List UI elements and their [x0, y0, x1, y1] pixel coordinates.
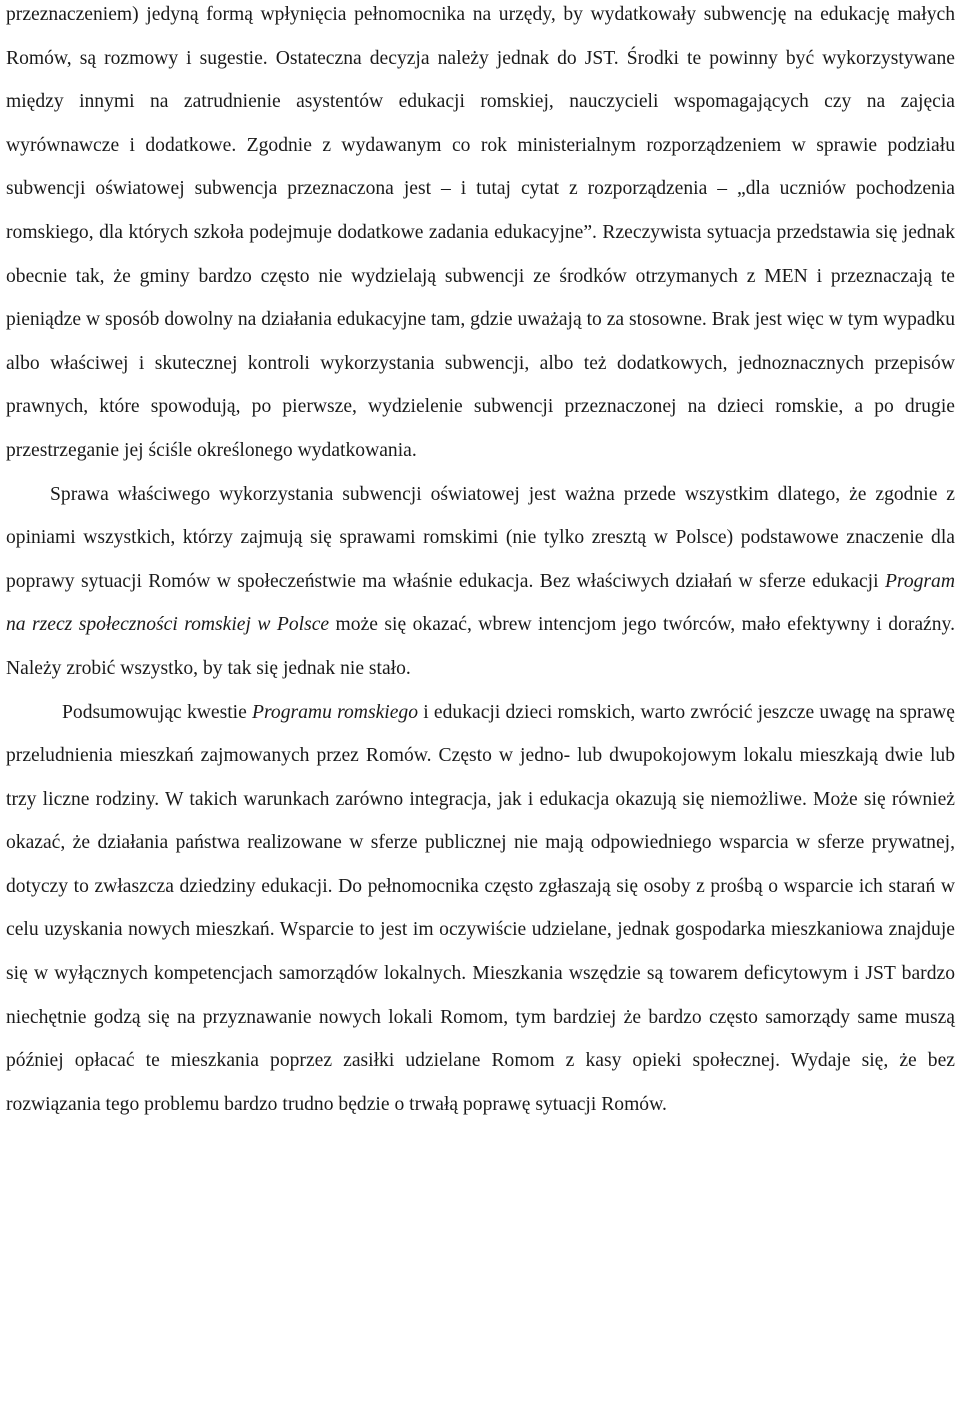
- paragraph-text: może się okazać, wbrew intencjom jego twórców, mało efektywny i doraźny. Należy zrobić wszystko, by tak się jednak nie stało.: [6, 614, 955, 679]
- paragraph-subsidy-distribution: [6, 0, 955, 473]
- paragraph-education-importance: [6, 473, 955, 691]
- paragraph-text: Sprawa właściwego wykorzystania subwencji oświatowej jest ważna przede wszystkim dlatego, że zgodnie z opiniami wszystkich, którzy zajmują się sprawami romskimi (nie tylko zresztą w Polsce) podstawowe znaczenie dla poprawy sytuacji Romów w społeczeństwie ma właśnie edukacja. Bez właściwych działań w sferze edukacji: [6, 483, 955, 592]
- program-title-italic: Program na rzecz społeczności romskiej w Polsce: [6, 570, 955, 636]
- document-page: [6, 0, 955, 1126]
- paragraph-housing-summary: [6, 691, 955, 1127]
- paragraph-text: i edukacji dzieci romskich, warto zwrócić jeszcze uwagę na sprawę przeludnienia mieszkań zajmowanych przez Romów. Często w jedno- lub dwupokojowym lokalu mieszkają dwie lub trzy liczne rodziny. W takich warunkach zarówno integracja, jak i edukacja okazują się niemożliwe. Może się również okazać, że działania państwa realizowane w sferze publicznej nie mają odpowiedniego wsparcia w sferze prywatnej, dotyczy to zwłaszcza dziedziny edukacji. Do pełnomocnika często zgłaszają się osoby z prośbą o wsparcie ich starań w celu uzyskania nowych mieszkań. Wsparcie to jest im oczywiście udzielane, jednak gospodarka mieszkaniowa znajduje się w wyłącznych kompetencjach samorządów lokalnych. Mieszkania wszędzie są towarem deficytowym i JST bardzo niechętnie godzą się na przyznawanie nowych lokali Romom, tym bardziej że bardzo często samorządy same muszą później opłacać te mieszkania poprzez zasiłki udzielane Romom z kasy opieki społecznej. Wydaje się, że bez rozwiązania tego problemu bardzo trudno będzie o trwałą poprawę sytuacji Romów.: [6, 701, 955, 1115]
- paragraph-text: przeznaczeniem) jedyną formą wpłynięcia pełnomocnika na urzędy, by wydatkowały subwencję na edukację małych Romów, są rozmowy i sugestie. Ostateczna decyzja należy jednak do JST. Środki te powinny być wykorzystywane między innymi na zatrudnienie asystentów edukacji romskiej, nauczycieli wspomagających czy na zajęcia wyrównawcze i dodatkowe. Zgodnie z wydawanym co rok ministerialnym rozporządzeniem w sprawie podziału subwencji oświatowej subwencja przeznaczona jest – i tutaj cytat z rozporządzenia – „dla uczniów pochodzenia romskiego, dla których szkoła podejmuje dodatkowe zadania edukacyjne”. Rzeczywista sytuacja przedstawia się jednak obecnie tak, że gminy bardzo często nie wydzielają subwencji ze środków otrzymanych z MEN i przeznaczają te pieniądze w sposób dowolny na działania edukacyjne tam, gdzie uważają to za stosowne. Brak jest więc w tym wypadku albo właściwej i skutecznej kontroli wykorzystania subwencji, albo też dodatkowych, jednoznacznych przepisów prawnych, które spowodują, po pierwsze, wydzielenie subwencji przeznaczonej na dzieci romskie, a po drugie przestrzeganie jej ściśle określonego wydatkowania.: [6, 4, 955, 461]
- paragraph-text: Podsumowując kwestie: [62, 701, 253, 723]
- program-name-italic: Programu romskiego: [252, 701, 419, 723]
